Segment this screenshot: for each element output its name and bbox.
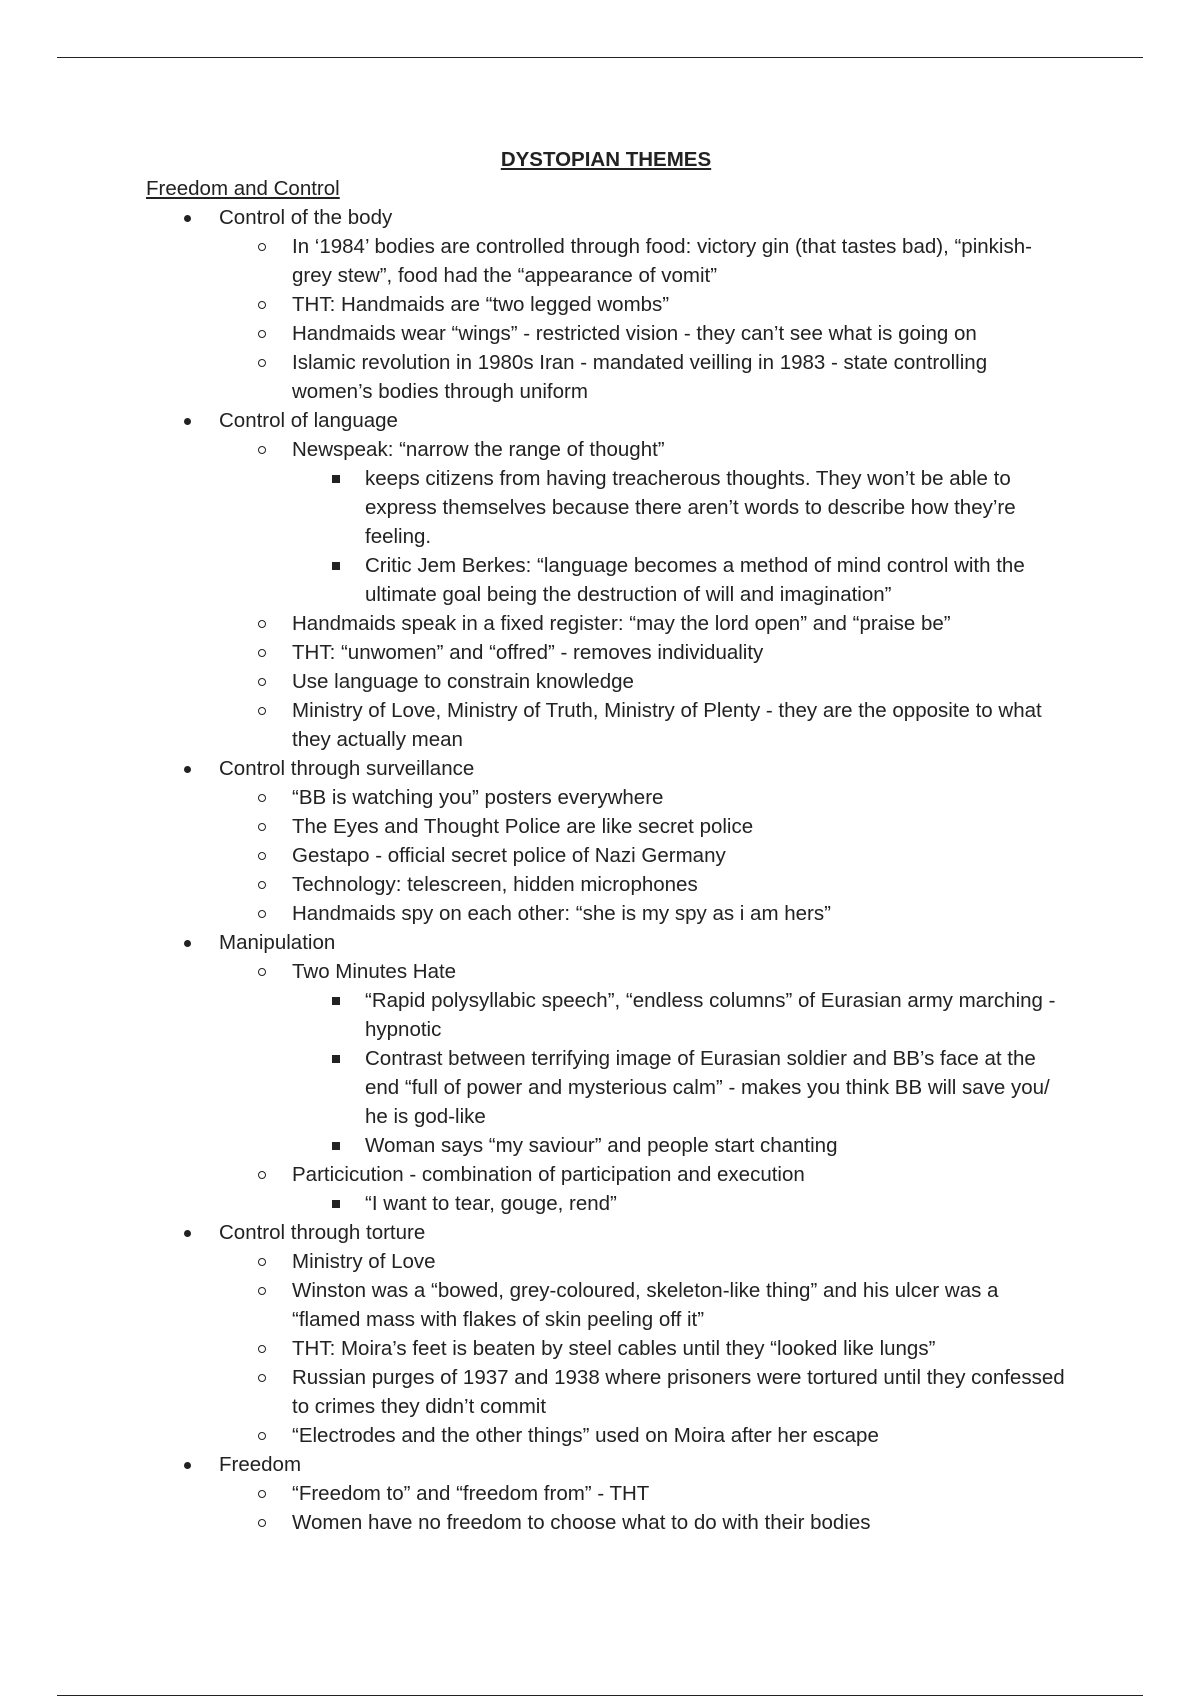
point-item (219, 1160, 1066, 1218)
bottom-rule (57, 1695, 1143, 1696)
point-text: In ‘1984’ bodies are controlled through food: victory gin (that tastes bad), “pinkish-grey stew”, food had the “appearance of vomit” (292, 235, 1032, 287)
hollow-circle-bullet-icon (258, 359, 266, 367)
point-item (219, 319, 1066, 348)
topic-item (146, 203, 1066, 406)
topic-label: Freedom (219, 1453, 302, 1476)
topic-label: Control through torture (219, 1221, 426, 1244)
detail-text: Critic Jem Berkes: “language becomes a method of mind control with the ultimate goal being the destruction of will and imagination” (365, 554, 1025, 606)
point-item (219, 899, 1066, 928)
point-text: THT: “unwomen” and “offred” - removes individuality (292, 641, 764, 664)
hollow-circle-bullet-icon (258, 649, 266, 657)
filled-circle-bullet-icon (184, 418, 191, 425)
point-text: Handmaids speak in a fixed register: “may the lord open” and “praise be” (292, 612, 951, 635)
point-item (219, 783, 1066, 812)
point-item (219, 290, 1066, 319)
point-text: THT: Handmaids are “two legged wombs” (292, 293, 670, 316)
detail-list (292, 986, 1066, 1160)
hollow-circle-bullet-icon (258, 620, 266, 628)
point-text: Gestapo - official secret police of Nazi Germany (292, 844, 726, 867)
topic-item (146, 1218, 1066, 1450)
hollow-circle-bullet-icon (258, 1345, 266, 1353)
point-text: Particicution - combination of participation and execution (292, 1163, 805, 1186)
point-list (219, 232, 1066, 406)
topic-label: Control of the body (219, 206, 393, 229)
square-bullet-icon (332, 1200, 340, 1208)
point-list (219, 1247, 1066, 1450)
point-item (219, 638, 1066, 667)
topic-label: Control of language (219, 409, 398, 432)
hollow-circle-bullet-icon (258, 330, 266, 338)
detail-text: “I want to tear, gouge, rend” (365, 1192, 617, 1215)
point-item (219, 1334, 1066, 1363)
filled-circle-bullet-icon (184, 940, 191, 947)
detail-item (292, 464, 1066, 551)
hollow-circle-bullet-icon (258, 707, 266, 715)
point-item (219, 667, 1066, 696)
point-item (219, 841, 1066, 870)
point-item (219, 1508, 1066, 1537)
square-bullet-icon (332, 997, 340, 1005)
document-body (146, 145, 1066, 1537)
hollow-circle-bullet-icon (258, 1287, 266, 1295)
filled-circle-bullet-icon (184, 215, 191, 222)
topic-label: Control through surveillance (219, 757, 475, 780)
filled-circle-bullet-icon (184, 1230, 191, 1237)
detail-item (292, 1131, 1066, 1160)
square-bullet-icon (332, 1055, 340, 1063)
hollow-circle-bullet-icon (258, 910, 266, 918)
point-text: “Electrodes and the other things” used on Moira after her escape (292, 1424, 879, 1447)
square-bullet-icon (332, 562, 340, 570)
point-text: Women have no freedom to choose what to do with their bodies (292, 1511, 871, 1534)
point-text: Technology: telescreen, hidden microphones (292, 873, 698, 896)
hollow-circle-bullet-icon (258, 823, 266, 831)
point-item (219, 696, 1066, 754)
point-text: THT: Moira’s feet is beaten by steel cables until they “looked like lungs” (292, 1337, 936, 1360)
point-item (219, 870, 1066, 899)
detail-item (292, 986, 1066, 1044)
point-item (219, 1363, 1066, 1421)
detail-list (292, 1189, 1066, 1218)
section-heading: Freedom and Control (146, 177, 340, 200)
point-item (219, 609, 1066, 638)
topic-item (146, 754, 1066, 928)
square-bullet-icon (332, 1142, 340, 1150)
hollow-circle-bullet-icon (258, 1171, 266, 1179)
point-item (219, 957, 1066, 1160)
point-text: Handmaids wear “wings” - restricted vision - they can’t see what is going on (292, 322, 977, 345)
point-text: Ministry of Love (292, 1250, 436, 1273)
point-text: Ministry of Love, Ministry of Truth, Ministry of Plenty - they are the opposite to what they actually mean (292, 699, 1042, 751)
hollow-circle-bullet-icon (258, 1432, 266, 1440)
point-list (219, 435, 1066, 754)
hollow-circle-bullet-icon (258, 243, 266, 251)
detail-item (292, 1044, 1066, 1131)
hollow-circle-bullet-icon (258, 1258, 266, 1266)
point-item (219, 1276, 1066, 1334)
point-item (219, 232, 1066, 290)
point-item (219, 1247, 1066, 1276)
hollow-circle-bullet-icon (258, 968, 266, 976)
hollow-circle-bullet-icon (258, 881, 266, 889)
top-rule (57, 57, 1143, 58)
point-text: The Eyes and Thought Police are like secret police (292, 815, 754, 838)
filled-circle-bullet-icon (184, 766, 191, 773)
topic-list (146, 203, 1066, 1537)
detail-text: Contrast between terrifying image of Eurasian soldier and BB’s face at the end “full of power and mysterious calm” - makes you think BB will save you/ he is god-like (365, 1047, 1050, 1128)
topic-item (146, 928, 1066, 1218)
point-item (219, 435, 1066, 609)
hollow-circle-bullet-icon (258, 852, 266, 860)
hollow-circle-bullet-icon (258, 1374, 266, 1382)
point-text: Handmaids spy on each other: “she is my spy as i am hers” (292, 902, 831, 925)
point-text: Newspeak: “narrow the range of thought” (292, 438, 665, 461)
hollow-circle-bullet-icon (258, 678, 266, 686)
point-text: Islamic revolution in 1980s Iran - mandated veilling in 1983 - state controlling women’s bodies through uniform (292, 351, 988, 403)
square-bullet-icon (332, 475, 340, 483)
hollow-circle-bullet-icon (258, 301, 266, 309)
point-list (219, 783, 1066, 928)
document-title: DYSTOPIAN THEMES (500, 148, 712, 171)
detail-list (292, 464, 1066, 609)
hollow-circle-bullet-icon (258, 1490, 266, 1498)
point-text: Russian purges of 1937 and 1938 where prisoners were tortured until they confessed to crimes they didn’t commit (292, 1366, 1065, 1418)
point-text: “Freedom to” and “freedom from” - THT (292, 1482, 650, 1505)
point-text: Winston was a “bowed, grey-coloured, skeleton-like thing” and his ulcer was a “flamed mass with flakes of skin peeling off it” (292, 1279, 999, 1331)
topic-item (146, 406, 1066, 754)
point-text: Two Minutes Hate (292, 960, 457, 983)
detail-text: “Rapid polysyllabic speech”, “endless columns” of Eurasian army marching - hypnotic (365, 989, 1056, 1041)
detail-item (292, 551, 1066, 609)
hollow-circle-bullet-icon (258, 446, 266, 454)
point-text: “BB is watching you” posters everywhere (292, 786, 664, 809)
topic-item (146, 1450, 1066, 1537)
hollow-circle-bullet-icon (258, 794, 266, 802)
detail-text: keeps citizens from having treacherous thoughts. They won’t be able to express themselves because there aren’t words to describe how they’re feeling. (365, 467, 1016, 548)
point-item (219, 1479, 1066, 1508)
point-list (219, 957, 1066, 1218)
hollow-circle-bullet-icon (258, 1519, 266, 1527)
filled-circle-bullet-icon (184, 1462, 191, 1469)
point-text: Use language to constrain knowledge (292, 670, 634, 693)
point-item (219, 812, 1066, 841)
point-list (219, 1479, 1066, 1537)
topic-label: Manipulation (219, 931, 336, 954)
detail-item (292, 1189, 1066, 1218)
point-item (219, 348, 1066, 406)
point-item (219, 1421, 1066, 1450)
detail-text: Woman says “my saviour” and people start chanting (365, 1134, 838, 1157)
